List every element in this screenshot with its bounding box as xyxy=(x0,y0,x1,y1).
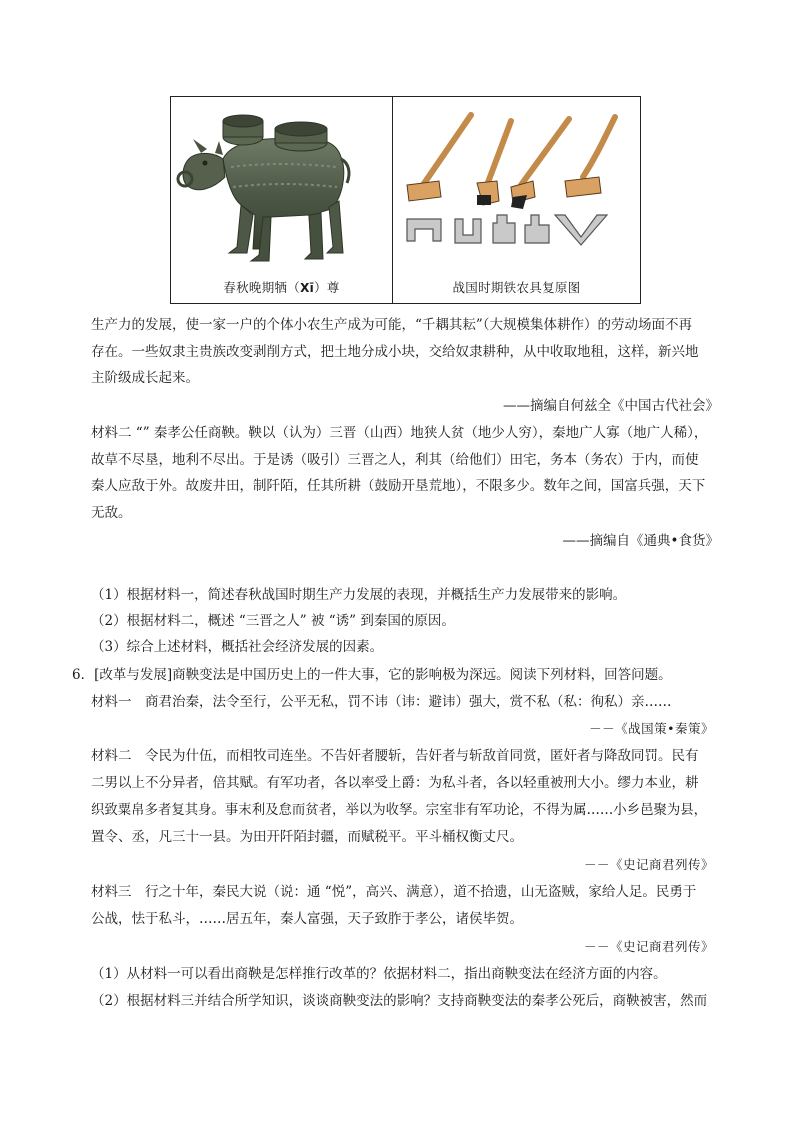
q6-material1: 材料一 商君治秦，法令至行，公平无私，罚不讳（讳：避讳）强大，赏不私（私：徇私）亲…… xyxy=(91,694,672,710)
material2-line: 秦人应敌于外。故废井田，制阡陌，任其所耕（鼓励开垦荒地），不限多少。数年之间，国富兵强，天下 xyxy=(91,478,706,494)
q6-material2-line: 二男以上不分异者，倍其赋。有军功者，各以率受上爵：为私斗者，各以轻重被刑大小。缪力本业，耕 xyxy=(91,775,699,791)
iron-farm-tools-image xyxy=(393,97,641,303)
question6-intro: 6．[改革与发展]商鞅变法是中国历史上的一件大事，它的影响极为深远。阅读下列材料，回答问题。 xyxy=(72,667,672,683)
question-item: （1）根据材料一，简述春秋战国时期生产力发展的表现，并概括生产力发展带来的影响。 xyxy=(91,587,627,603)
material2-line: 材料二 “” 秦孝公任商鞅。鞅以（认为）三晋（山西）地狭人贫（地少人穷），秦地广人寡（地广人稀）， xyxy=(91,425,708,441)
material1-line: 存在。一些奴隶主贵族改变剥削方式，把土地分成小块，交给奴隶耕种，从中收取地租，这样，新兴地 xyxy=(91,344,699,360)
q6-material2-source: －－《史记商君列传》 xyxy=(583,857,714,872)
material1-line: 主阶级成长起来。 xyxy=(91,370,199,386)
q6-material2-line: 织致粟帛多者复其身。事末利及怠而贫者，举以为收孥。宗室非有军功论，不得为属……小乡邑聚为县， xyxy=(91,802,708,818)
question-item: （2）根据材料二，概述 “三晋之人” 被 “诱” 到秦国的原因。 xyxy=(91,613,455,629)
q6-material1-source: －－《战国策•秦策》 xyxy=(589,721,714,736)
q6-material3-source: －－《史记商君列传》 xyxy=(583,939,714,954)
material2-line: 故草不尽垦，地利不尽出。于是诱（吸引）三晋之人，利其（给他们）田宅，务本（务农）于内，而使 xyxy=(91,452,699,468)
q6-material3-line: 公战，怯于私斗，……居五年，秦人富强，天子致胙于孝公，诸侯毕贺。 xyxy=(91,911,523,927)
material1-source: ——摘编自何兹全《中国古代社会》 xyxy=(503,398,719,414)
material2-source: ——摘编自《通典•食货》 xyxy=(562,533,719,549)
q6-question-item: （1）从材料一可以看出商鞅是怎样推行改革的？依据材料二，指出商鞅变法在经济方面的内容。 xyxy=(91,966,667,982)
figure-cell-iron-tools xyxy=(393,97,640,303)
question-item: （3）综合上述材料，概括社会经济发展的因素。 xyxy=(91,639,384,655)
figure-table xyxy=(170,96,641,304)
material2-line: 无敌。 xyxy=(91,505,132,521)
q6-question-item: （2）根据材料三并结合所学知识，谈谈商鞅变法的影响？支持商鞅变法的秦孝公死后，商鞅被害，然而 xyxy=(91,993,708,1009)
figure-caption-right: 战国时期铁农具复原图 xyxy=(452,280,581,295)
material1-line: 生产力的发展，使一家一户的个体小农生产成为可能，“千耦其耘”（大规模集体耕作）的劳动场面不再 xyxy=(91,317,693,333)
figure-cell-bronze-vessel xyxy=(171,97,393,303)
bronze-ox-vessel-image xyxy=(171,97,392,303)
q6-material2-line: 材料二 令民为什伍，而相牧司连坐。不告奸者腰斩，告奸者与斩敌首同赏，匿奸者与降敌同罚。民有 xyxy=(91,748,699,764)
q6-material3-line: 材料三 行之十年，秦民大说（说：通 “悦”，高兴、满意），道不拾遗，山无盗贼，家给人足。民勇于 xyxy=(91,884,697,900)
figure-caption-left: 春秋晚期牺（Xī）尊 xyxy=(223,280,340,295)
q6-material2-line: 置令、丞，凡三十一县。为田开阡陌封疆，而赋税平。平斗桶权衡丈尺。 xyxy=(91,829,523,845)
